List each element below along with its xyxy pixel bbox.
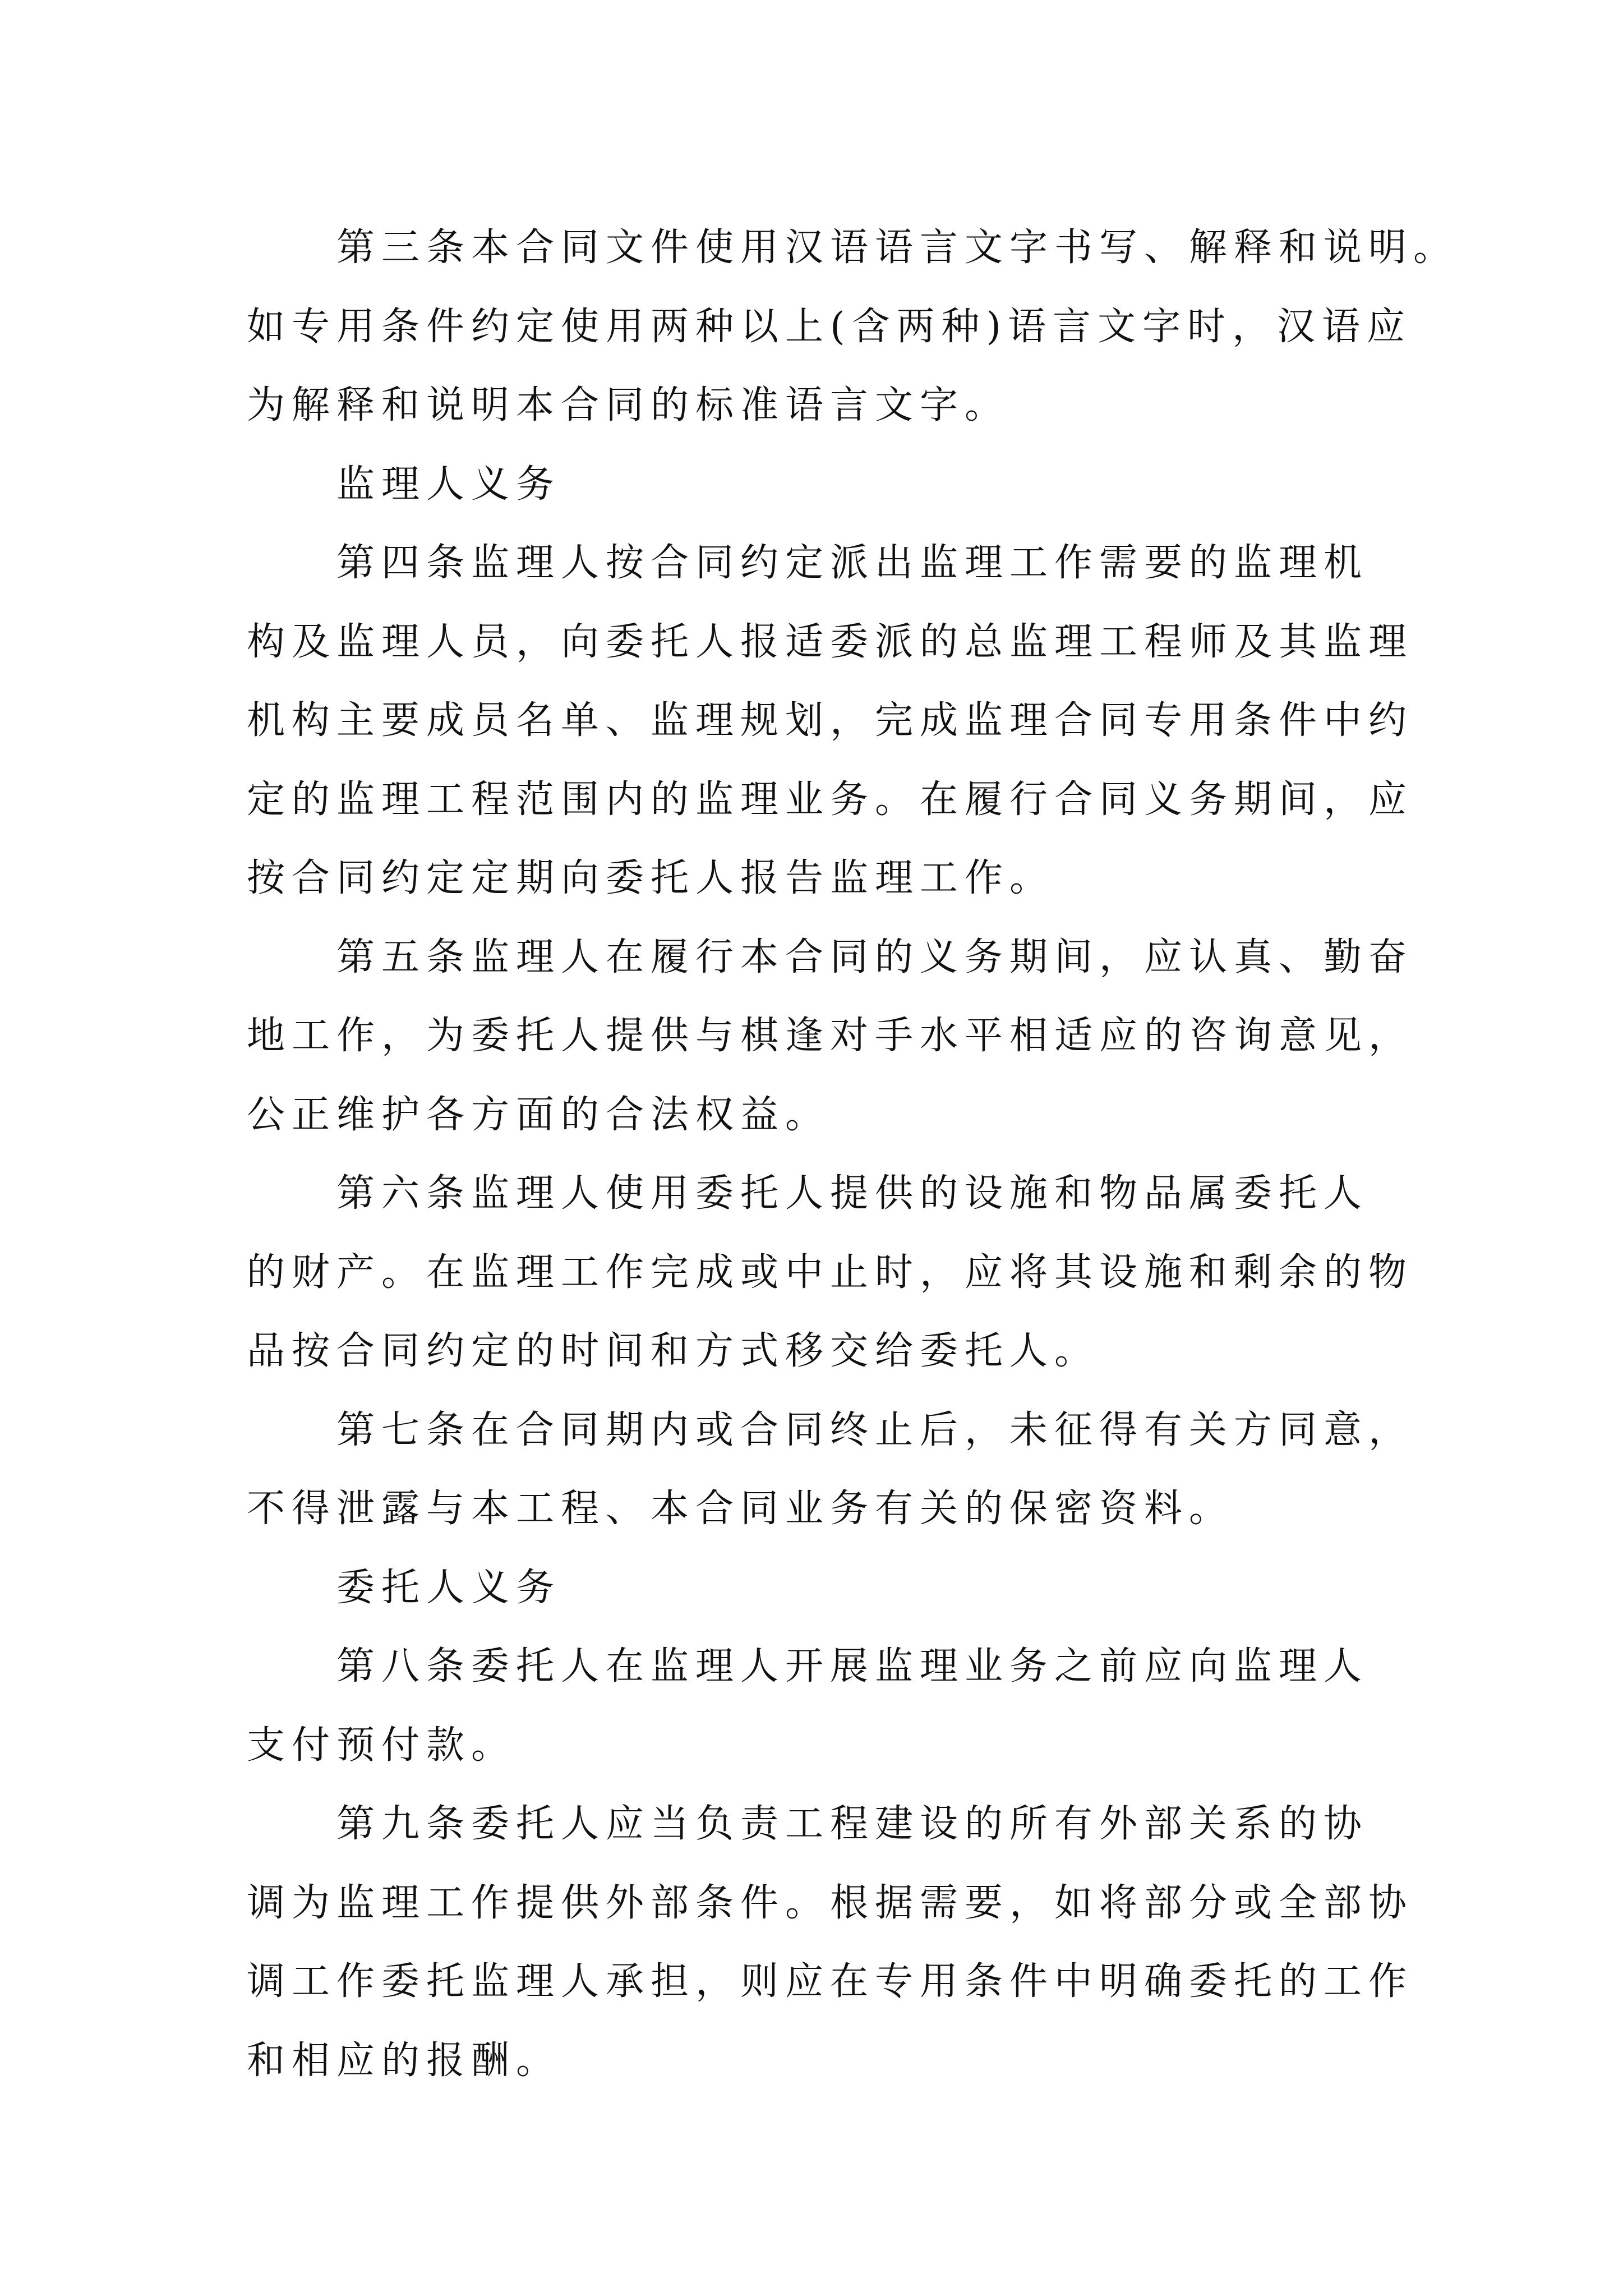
text-line: 定的监理工程范围内的监理业务。在履行合同义务期间，应 xyxy=(247,777,1414,822)
text-line: 调为监理工作提供外部条件。根据需要，如将部分或全部协 xyxy=(247,1880,1414,1925)
section-heading: 监理人义务 xyxy=(336,462,561,507)
text-line: 第五条监理人在履行本合同的义务期间，应认真、勤奋 xyxy=(336,935,1414,979)
text-line: 第三条本合同文件使用汉语语言文字书写、解释和说明。 xyxy=(336,226,1459,270)
section-heading: 委托人义务 xyxy=(336,1565,561,1610)
text-line: 的财产。在监理工作完成或中止时，应将其设施和剩余的物 xyxy=(247,1250,1414,1295)
text-line: 第九条委托人应当负责工程建设的所有外部关系的协 xyxy=(336,1802,1369,1846)
text-line: 公正维护各方面的合法权益。 xyxy=(247,1092,831,1137)
text-line: 不得泄露与本工程、本合同业务有关的保密资料。 xyxy=(247,1487,1234,1531)
text-line: 第六条监理人使用委托人提供的设施和物品属委托人 xyxy=(336,1171,1369,1216)
text-line: 和相应的报酬。 xyxy=(247,2038,561,2083)
document-body xyxy=(247,209,1459,2100)
text-line: 如专用条件约定使用两种以上(含两种)语言文字时，汉语应 xyxy=(247,304,1412,349)
text-line: 地工作，为委托人提供与棋逢对手水平相适应的咨询意见， xyxy=(247,1014,1414,1058)
text-line: 支付预付款。 xyxy=(247,1723,517,1768)
text-line: 机构主要成员名单、监理规划，完成监理合同专用条件中约 xyxy=(247,698,1414,743)
text-line: 调工作委托监理人承担，则应在专用条件中明确委托的工作 xyxy=(247,1959,1414,2004)
text-line: 按合同约定定期向委托人报告监理工作。 xyxy=(247,856,1055,900)
text-line: 为解释和说明本合同的标准语言文字。 xyxy=(247,383,1010,427)
text-line: 构及监理人员，向委托人报适委派的总监理工程师及其监理 xyxy=(247,619,1414,664)
text-line: 第七条在合同期内或合同终止后，未征得有关方同意， xyxy=(336,1407,1414,1452)
text-line: 第八条委托人在监理人开展监理业务之前应向监理人 xyxy=(336,1644,1369,1688)
text-line: 品按合同约定的时间和方式移交给委托人。 xyxy=(247,1329,1100,1373)
text-line: 第四条监理人按合同约定派出监理工作需要的监理机 xyxy=(336,541,1369,585)
